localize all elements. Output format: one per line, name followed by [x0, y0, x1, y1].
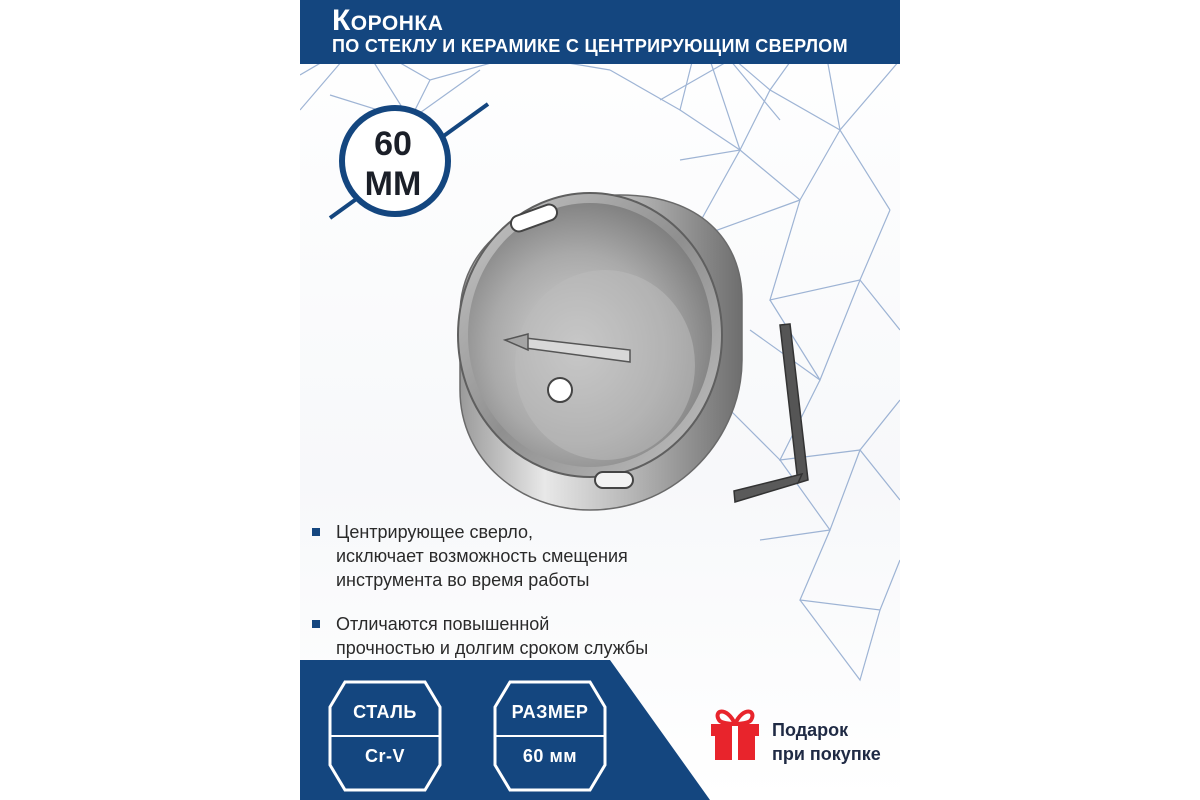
- bullet-square-icon: [312, 528, 320, 536]
- product-title: Коронка: [332, 4, 444, 37]
- gift-line-2: при покупке: [772, 744, 881, 764]
- size-badge: [348, 124, 438, 204]
- spec-size-label: РАЗМЕР: [511, 702, 589, 722]
- product-card: [300, 0, 900, 800]
- gift-offer: [772, 718, 881, 766]
- title-banner: [300, 0, 900, 64]
- feature-list: [312, 520, 732, 680]
- spec-size-value: 60 мм: [522, 746, 578, 766]
- gift-line-1: Подарок: [772, 720, 849, 740]
- size-badge-number: 60: [374, 125, 412, 163]
- gift-icon: [705, 702, 765, 762]
- feature-item-2: Отличаются повышенной прочностью и долгим сроком службы: [312, 612, 732, 660]
- spec-steel-value: Cr-V: [364, 746, 405, 766]
- product-subtitle: ПО СТЕКЛУ И КЕРАМИКЕ С ЦЕНТРИРУЮЩИМ СВЕРЛОМ: [332, 36, 848, 56]
- spec-steel-label: СТАЛЬ: [353, 702, 417, 722]
- hole-saw-image: [430, 190, 830, 520]
- feature-item-1: Центрирующее сверло, исключает возможность смещения инструмента во время работы: [312, 520, 732, 592]
- size-badge-unit: ММ: [364, 165, 422, 203]
- bullet-square-icon: [312, 620, 320, 628]
